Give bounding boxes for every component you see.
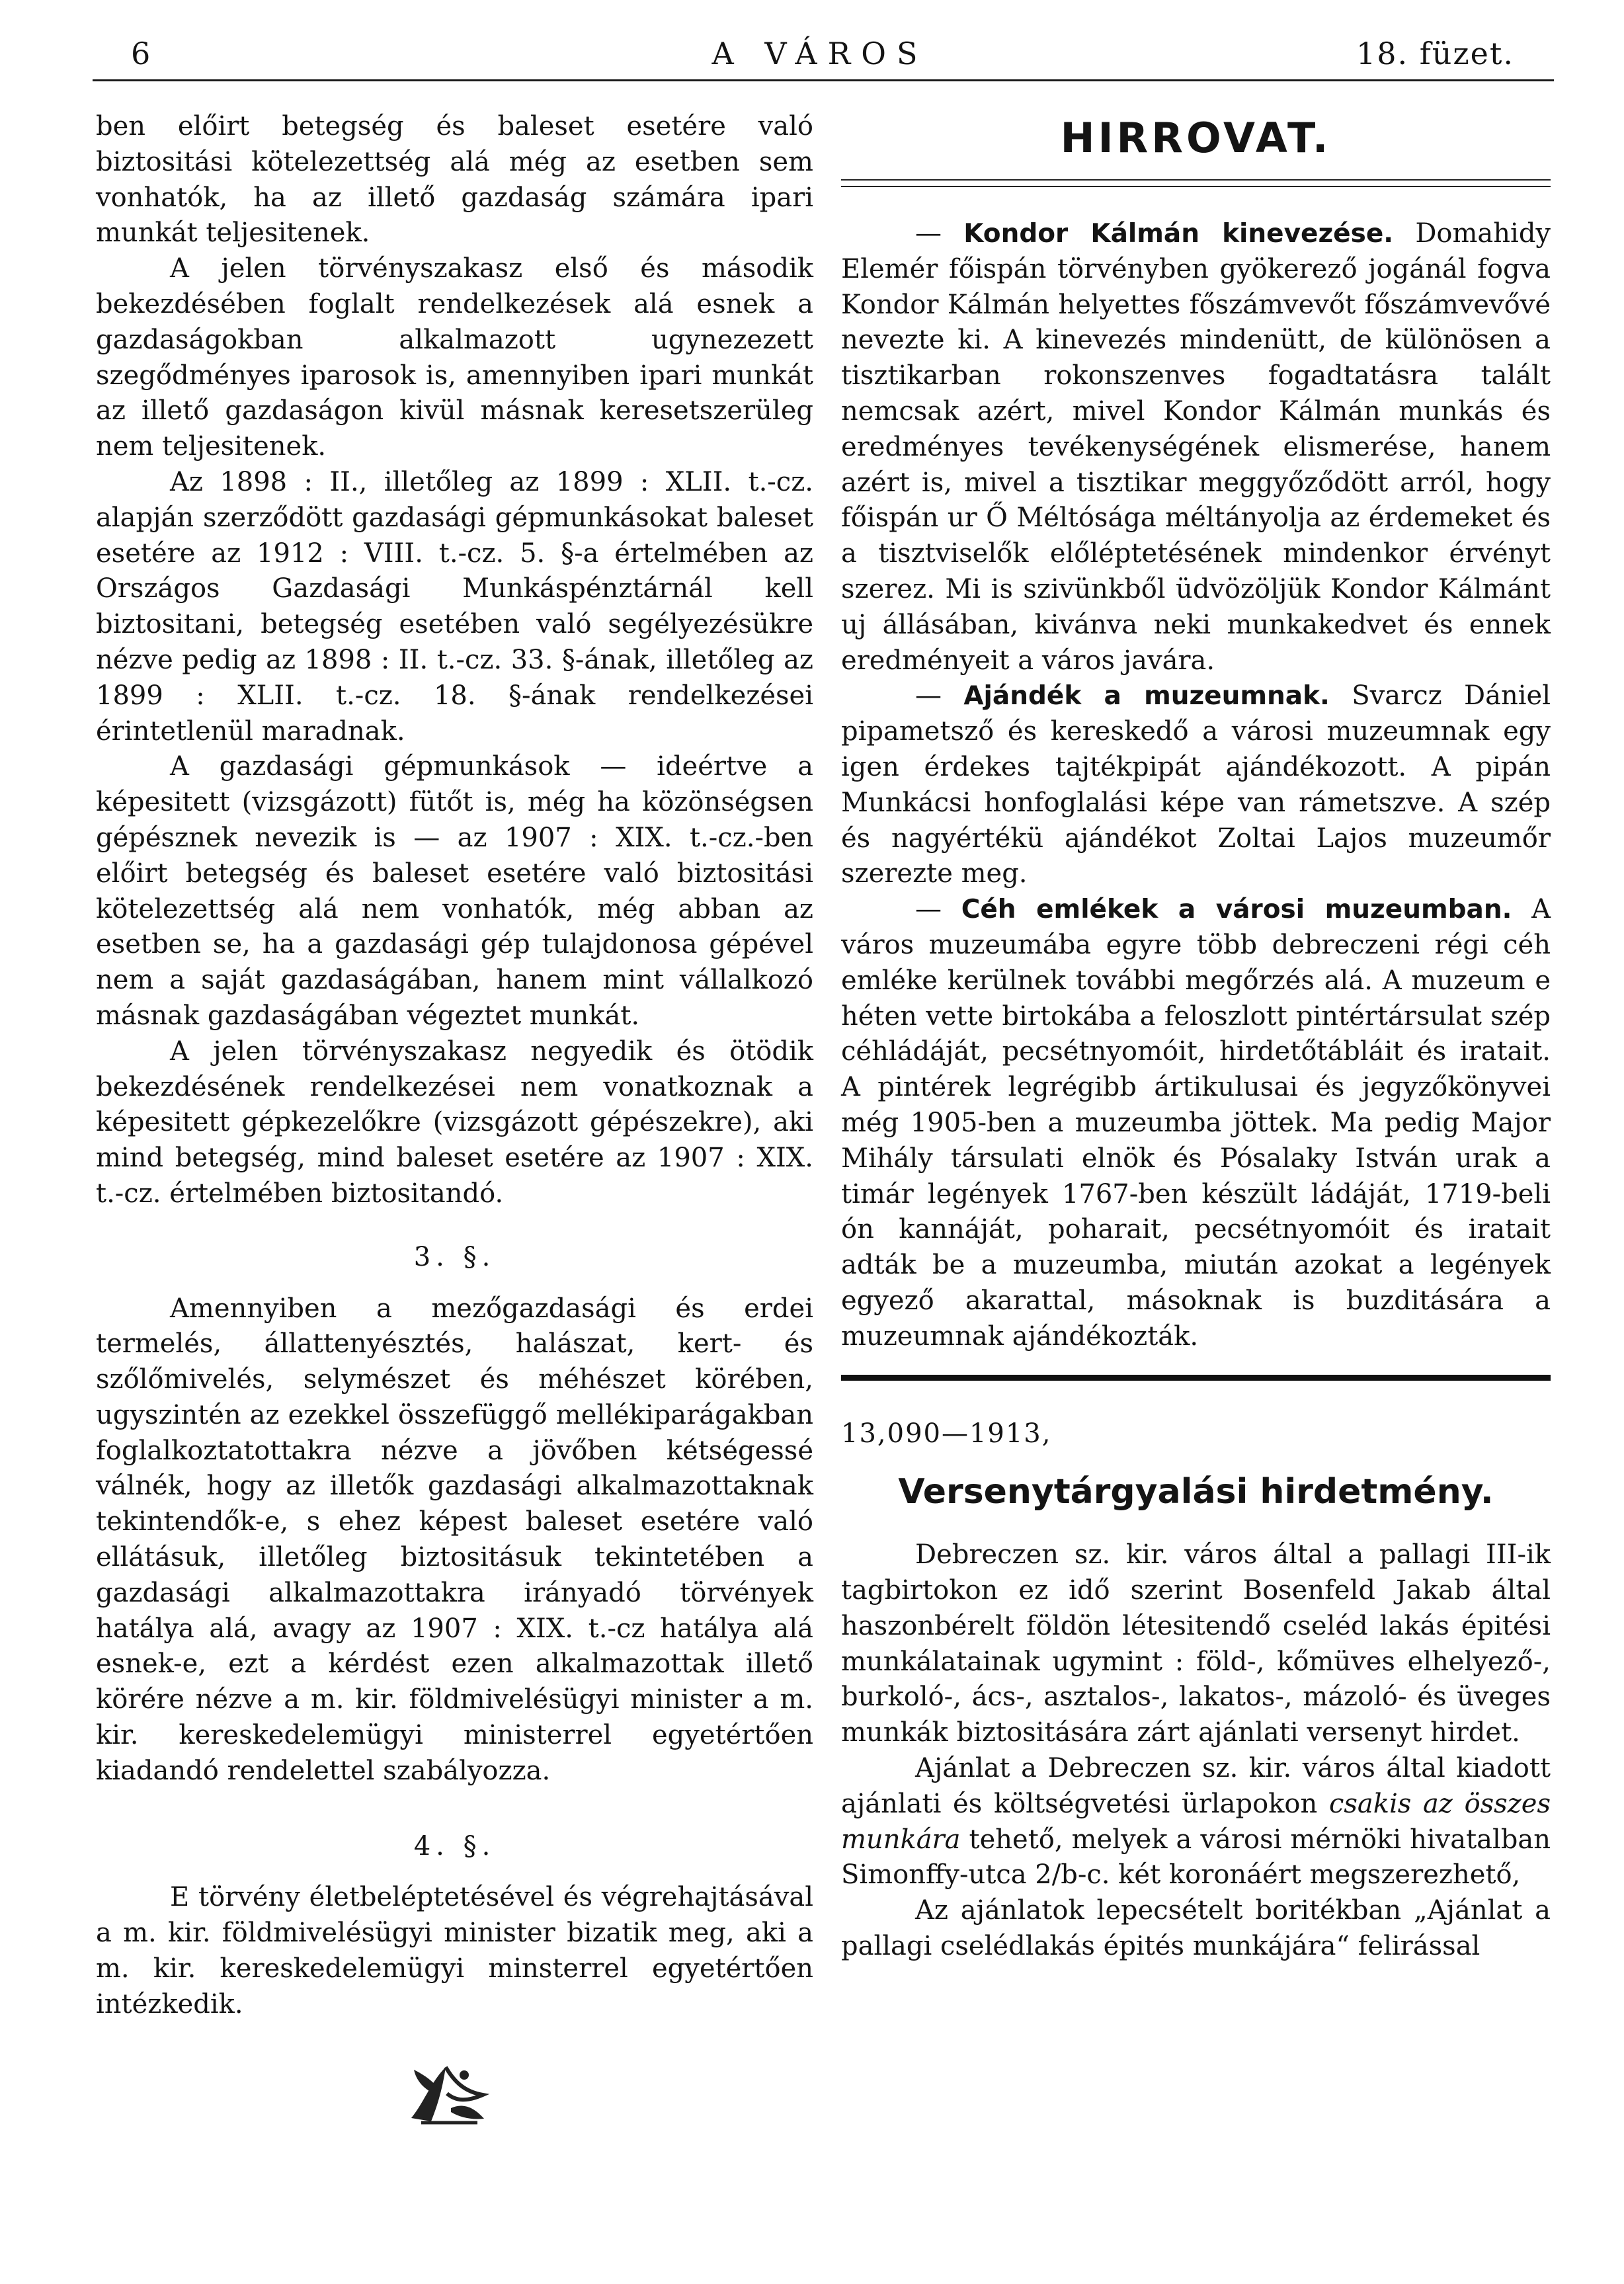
- right-column: [841, 109, 1551, 1965]
- section-3-mark: 3. §.: [413, 1241, 496, 1272]
- law-paragraph: A jelen törvényszakasz első és második bekezdésében foglalt rendelkezések alá esnek a gazdaságokban alkalmazott ugynezezett szegődményes iparosok is, amennyiben ipari munkát az illető gazdaságon kivül másnak keresetszerüleg nem teljesitenek.: [96, 253, 813, 462]
- section-3-text: Amennyiben a mezőgazdasági és erdei termelés, állattenyésztés, halászat, kert- és szőlőmivelés, selymészet és méhészet körében, ugyszintén az ezekkel összefüggő mellékiparágakban foglalkoztatottakra nézve a jövőben kétségessé válnék, hogy az illetők gazdasági alkalmazottaknak tekintendők-e, s ehez képest baleset esetére való ellátásuk, illetőleg biztositásuk tekintetében a gazdasági alkalmazottakra irányadó törvények hatálya alá, avagy az 1907 : XIX. t.-cz hatálya alá esnek-e, ezt a kérdést ezen alkalmazottak illető körére nézve a m. kir. földmivelésügyi minister a m. kir. kereskedelemügyi ministerrel egyetértően kiadandó rendelettel szabályozza.: [96, 1293, 813, 1786]
- tender-text: tehető, melyek a városi mérnöki hivatalban Simonffy-utca 2/b-c. két koronáért megszerezhető,: [841, 1824, 1551, 1891]
- journal-title: A VÁROS: [711, 36, 928, 71]
- tender-paragraph: [841, 1751, 1551, 1893]
- news-item: — Kondor Kálmán kinevezése. Domahidy Elemér főispán törvényben gyökerező jogánál fogva Kondor Kálmán helyettes főszámvevőt főszámvevővé nevezte ki. A kinevezés mindenütt, de különösen a tisztikarban rokonszenves fogadtatásra talált nemcsak azért, mivel Kondor Kálmán munkás és eredményes tevékenységének elismerése, hanem azért is, mivel a tisztikar meggyőződött arról, hogy főispán ur Ő Méltósága méltányolja az érdemeket és a tisztviselők előléptetésének mindenkor érvényt szerez. Mi is szivünkből üdvözöljük Kondor Kálmánt uj állásában, kivánva neki munkakedvet és ennek eredményeit a város javára.: [841, 218, 1551, 676]
- tender-reference: 13,090—1913,: [841, 1418, 1052, 1449]
- news-headline: Ajándék a muzeumnak.: [963, 681, 1330, 712]
- section-divider: [841, 1375, 1551, 1381]
- header-rule: [93, 79, 1554, 81]
- news-headline: Kondor Kálmán kinevezése.: [963, 219, 1394, 249]
- tender-emphasis: csakis az összes munkára: [841, 1788, 1551, 1855]
- left-column: [96, 109, 813, 2023]
- news-text: Svarcz Dániel pipametsző és kereskedő a városi muzeumnak egy igen érdekes tajtékpipát ajándékozott. A pipán Munkácsi honfoglalási képe van rámetszve. A szép és nagyértékü ajándékot Zoltai Lajos muzeumőr szerezte meg.: [841, 680, 1551, 889]
- news-headline: Céh emlékek a városi muzeumban.: [961, 895, 1512, 925]
- news-text: A város muzeumába egyre több debreczeni régi céh emléke kerülnek további megőrzés alá. A muzeum e héten vette birtokába a feloszlott pintértársulat szép céhládáját, pecsétnyomóit, hirdetőtábláit és iratait. A pintérek legrégibb ártikulusai és jegyzőkönyvei még 1905-ben a muzeumba jöttek. Ma pedig Major Mihály társulati elnök és Pósalaky István urak a timár legények 1767-ben készült ládáját, 1719-beli ón kannáját, poharait, pecsétnyomóit és iratait adták be a muzeumba, miután azokat a legények egyező akarattal, másoknak is buzditására a muzeumnak ajándékozták.: [841, 894, 1551, 1352]
- news-item: — Céh emlékek a városi muzeumban. A város muzeumába egyre több debreczeni régi céh emléke kerülnek további megőrzés alá. A muzeum e héten vette birtokába a feloszlott pintértársulat szép céhládáját, pecsétnyomóit, hirdetőtábláit és iratait. A pintérek legrégibb ártikulusai és jegyzőkönyvei még 1905-ben a muzeumba jöttek. Ma pedig Major Mihály társulati elnök és Pósalaky István urak a timár legények 1767-ben készült ládáját, 1719-beli ón kannáját, poharait, pecsétnyomóit és iratait adták be a muzeumba, miután azokat a legények egyező akarattal, másoknak is buzditására a muzeumnak ajándékozták.: [841, 894, 1551, 1352]
- tender-title: Versenytárgyalási hirdetmény.: [898, 1472, 1494, 1512]
- section-4-mark: 4. §.: [413, 1830, 496, 1861]
- section-4-text: E törvény életbeléptetésével és végrehajtásával a m. kir. földmivelésügyi minister bizatik meg, aki a m. kir. kereskedelemügyi minsterrel egyetértően intézkedik.: [96, 1882, 813, 2019]
- news-section-title: HIRROVAT.: [1060, 114, 1332, 162]
- law-paragraph: Az 1898 : II., illetőleg az 1899 : XLII. t.-cz. alapján szerződött gazdasági gépmunkásokat baleset esetére az 1912 : VIII. t.-cz. 5. §-a értelmében az Országos Gazdasági Munkáspénztárnál kell biztositani, betegség esetében való segélyezésükre nézve pedig az 1898 : II. t.-cz. 33. §-ának, illetőleg az 1899 : XLII. t.-cz. 18. §-ának rendelkezései érintetlenül maradnak.: [96, 466, 813, 747]
- news-text: Domahidy Elemér főispán törvényben gyökerező jogánál fogva Kondor Kálmán helyettes főszámvevőt főszámvevővé nevezte ki. A kinevezés mindenütt, de különösen a tisztikarban rokonszenves fogadtatásra talált nemcsak azért, mivel Kondor Kálmán munkás és eredményes tevékenységének elismerése, hanem azért is, mivel a tisztikar meggyőződött arról, hogy főispán ur Ő Méltósága méltányolja az érdemeket és a tisztviselők előléptetésének mindenkor érvényt szerez. Mi is szivünkből üdvözöljük Kondor Kálmánt uj állásában, kivánva neki munkakedvet és ennek eredményeit a város javára.: [841, 218, 1551, 676]
- floral-ornament-icon: [405, 2055, 491, 2128]
- tender-text: Ajánlat a Debreczen sz. kir. város által kiadott ajánlati és költségvetési ürlapokon: [841, 1753, 1551, 1819]
- news-item: — Ajándék a muzeumnak. Svarcz Dániel pipametsző és kereskedő a városi muzeumnak egy igen érdekes tajtékpipát ajándékozott. A pipán Munkácsi honfoglalási képe van rámetszve. A szép és nagyértékü ajándékot Zoltai Lajos muzeumőr szerezte meg.: [841, 680, 1551, 889]
- issue-number: 18. füzet.: [1356, 36, 1514, 71]
- law-paragraph: A gazdasági gépmunkások — ideértve a képesitett (vizsgázott) fütőt is, még ha közönségsen gépésznek nevezik is — az 1907 : XIX. t.-cz.-ben előirt betegség és baleset esetére való biztositási kötelezettség alá nem vonhatók, még abban az esetben se, ha a gazdasági gép tulajdonosa gépével nem a saját gazdaságában, hanem mint vállalkozó másnak gazdaságában végeztet munkát.: [96, 751, 813, 1031]
- tender-paragraph: Az ajánlatok lepecsételt boritékban „Ajánlat a pallagi cselédlakás épités munkájára“ felirással: [841, 1895, 1551, 1962]
- law-paragraph: A jelen törvényszakasz negyedik és ötödik bekezdésének rendelkezései nem vonatkoznak a képesitett gépkezelőkre (vizsgázott gépészekre), aki mind betegség, mind baleset esetére az 1907 : XIX. t.-cz. értelmében biztositandó.: [96, 1036, 813, 1209]
- tender-paragraph: Debreczen sz. kir. város által a pallagi III-ik tagbirtokon ez idő szerint Bosenfeld Jakab által haszonbérelt földön létesitendő cseléd lakás épitési munkálatainak ugymint : föld-, kőmüves elhelyező-, burkoló-, ács-, asztalos-, lakatos-, mázoló- és üveges munkák biztositására zárt ajánlati versenyt hirdet.: [841, 1539, 1551, 1748]
- page-number: 6: [131, 36, 152, 71]
- running-header: [93, 29, 1547, 75]
- law-paragraph: ben előirt betegség és baleset esetére való biztositási kötelezettség alá még az esetben sem vonhatók, ha az illető gazdaság számára ipari munkát teljesitenek.: [96, 111, 813, 249]
- double-rule: [841, 179, 1551, 187]
